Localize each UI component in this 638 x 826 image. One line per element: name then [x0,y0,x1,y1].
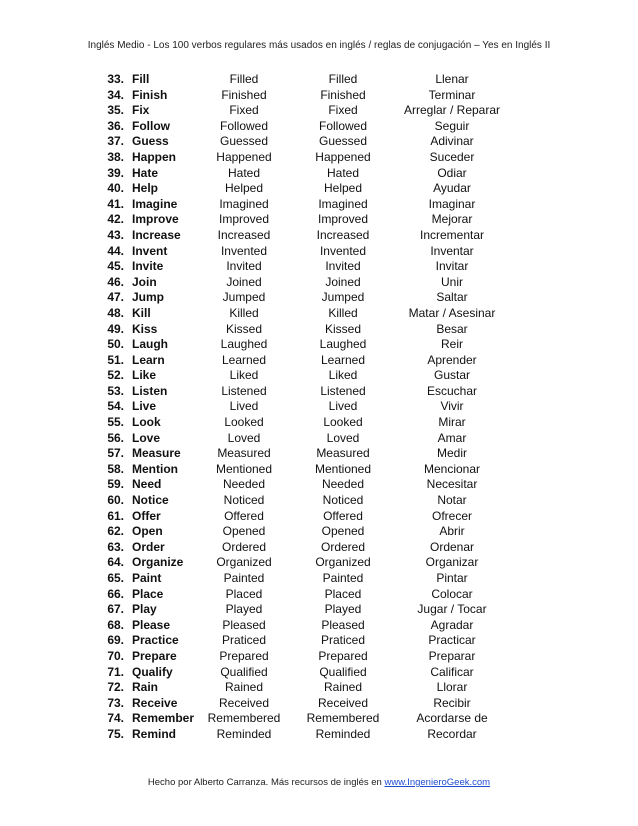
verb-row [0,259,638,275]
verb-number: 73. [107,695,124,710]
verb-number: 69. [107,633,124,648]
verb-number: 55. [107,415,124,430]
verb-past-simple: Finished [221,87,267,102]
verb-past-participle: Prepared [318,648,368,663]
verb-past-participle: Noticed [322,493,364,508]
verb-base-form: Learn [132,352,165,367]
verb-past-participle: Followed [318,118,368,133]
verb-past-simple: Improved [218,212,270,227]
verb-number: 71. [107,664,124,679]
verb-row [0,337,638,353]
verb-row [0,493,638,509]
verb-base-form: Guess [132,134,169,149]
verb-row [0,618,638,634]
verb-past-simple: Received [218,695,270,710]
verb-base-form: Please [132,617,171,632]
verb-spanish-translation: Practicar [428,633,476,648]
verb-base-form: Place [132,586,164,601]
verb-number: 48. [107,305,124,320]
verb-number: 37. [107,134,124,149]
verb-spanish-translation: Aprender [427,352,477,367]
verb-row [0,181,638,197]
verb-row [0,665,638,681]
verb-past-simple: Joined [226,274,262,289]
verb-past-participle: Joined [325,274,361,289]
verb-base-form: Practice [132,633,179,648]
verb-past-participle: Remembered [306,711,380,726]
verb-spanish-translation: Llorar [436,680,468,695]
verb-past-participle: Filled [328,72,358,86]
verb-past-simple: Lived [229,399,259,414]
verb-past-participle: Learned [320,352,366,367]
verb-past-simple: Offered [224,508,264,523]
verb-past-simple: Measured [217,446,271,461]
verb-past-participle: Pleased [321,617,365,632]
verb-spanish-translation: Seguir [434,118,470,133]
verb-number: 46. [107,274,124,289]
verb-spanish-translation: Inventar [430,243,474,258]
verb-past-simple: Opened [222,524,266,539]
verb-past-simple: Increased [217,227,271,242]
verb-spanish-translation: Adivinar [430,134,474,149]
verb-base-form: Help [132,181,159,196]
verb-spanish-translation: Arreglar / Reparar [403,103,501,118]
verb-past-simple: Remembered [207,711,281,726]
verb-spanish-translation: Acordarse de [416,711,488,726]
verb-number: 57. [107,446,124,461]
verb-spanish-translation: Organizar [425,555,479,570]
verb-past-participle: Ordered [320,539,366,554]
verb-past-simple: Noticed [223,493,265,508]
verb-number: 65. [107,571,124,585]
verb-spanish-translation: Invitar [435,259,469,274]
verb-base-form: Jump [132,290,165,305]
verb-base-form: Live [132,399,157,414]
verb-row [0,509,638,525]
verb-past-simple: Prepared [219,648,269,663]
verb-table [0,72,638,743]
verb-number: 60. [107,493,124,508]
verb-row [0,134,638,150]
verb-number: 67. [107,602,124,617]
verb-row [0,680,638,696]
verb-row [0,353,638,369]
verb-past-simple: Listened [221,383,267,398]
verb-base-form: Imagine [132,196,178,211]
verb-past-simple: Learned [221,352,267,367]
verb-spanish-translation: Agradar [430,617,474,632]
verb-past-participle: Opened [321,524,365,539]
verb-base-form: Fix [132,103,150,118]
verb-number: 56. [107,430,124,445]
verb-spanish-translation: Recordar [427,726,477,741]
verb-base-form: Prepare [132,648,177,663]
verb-spanish-translation: Terminar [428,87,476,102]
verb-number: 53. [107,383,124,398]
verb-spanish-translation: Medir [436,446,467,461]
verb-spanish-translation: Recibir [433,695,471,710]
verb-row [0,524,638,540]
verb-past-participle: Imagined [318,196,368,211]
verb-past-participle: Helped [323,181,363,196]
verb-row [0,602,638,618]
verb-spanish-translation: Llenar [435,72,469,86]
verb-base-form: Increase [132,227,181,242]
verb-past-simple: Killed [229,305,259,320]
verb-base-form: Offer [132,508,161,523]
verb-spanish-translation: Necesitar [426,477,478,492]
verb-row [0,103,638,119]
verb-number: 68. [107,617,124,632]
header-title: Inglés Medio - Los 100 verbos regulares más usados en inglés / reglas de conjugación – Yes en Inglés II [87,40,551,51]
verb-past-participle: Liked [328,368,358,383]
verb-row [0,431,638,447]
verb-row [0,696,638,712]
verb-number: 75. [107,726,124,741]
verb-number: 74. [107,711,124,726]
verb-spanish-translation: Gustar [433,368,470,383]
verb-past-simple: Placed [225,586,263,601]
verb-base-form: Look [132,415,161,430]
verb-number: 41. [107,196,124,211]
verb-number: 63. [107,539,124,554]
verb-number: 62. [107,524,124,539]
verb-spanish-translation: Mencionar [423,461,481,476]
verb-past-simple: Filled [229,72,259,86]
verb-base-form: Paint [132,571,162,585]
verb-past-participle: Lived [328,399,358,414]
verb-number: 70. [107,648,124,663]
verb-number: 44. [107,243,124,258]
verb-spanish-translation: Ordenar [429,539,475,554]
verb-past-simple: Hated [227,165,261,180]
page-footer [0,777,638,788]
verb-number: 49. [107,321,124,336]
verb-number: 54. [107,399,124,414]
verb-row [0,244,638,260]
verb-past-simple: Invited [226,259,262,274]
verb-spanish-translation: Saltar [436,290,468,305]
verb-past-participle: Played [324,602,362,617]
verb-past-participle: Increased [316,227,370,242]
verb-row [0,571,638,587]
verb-row [0,555,638,571]
verb-past-participle: Reminded [315,726,371,741]
verb-past-participle: Invited [325,259,361,274]
verb-spanish-translation: Pintar [436,571,468,585]
verb-row [0,384,638,400]
verb-number: 40. [107,181,124,196]
verb-number: 50. [107,337,124,352]
verb-past-participle: Laughed [319,337,367,352]
verb-base-form: Love [132,430,161,445]
verb-row [0,72,638,88]
verb-spanish-translation: Colocar [431,586,473,601]
verb-number: 43. [107,227,124,242]
verb-number: 36. [107,118,124,133]
verb-row [0,446,638,462]
verb-number: 61. [107,508,124,523]
verb-base-form: Happen [132,149,177,164]
verb-row [0,228,638,244]
verb-base-form: Notice [132,493,169,508]
verb-spanish-translation: Preparar [428,648,476,663]
verb-base-form: Remind [132,726,177,741]
verb-past-participle: Jumped [321,290,365,305]
verb-row [0,119,638,135]
verb-number: 51. [107,352,124,367]
verb-spanish-translation: Matar / Asesinar [408,305,496,320]
verb-number: 52. [107,368,124,383]
verb-past-simple: Guessed [219,134,269,149]
verb-past-simple: Mentioned [215,461,273,476]
verb-base-form: Rain [132,680,159,695]
verb-base-form: Play [132,602,157,617]
verb-past-participle: Mentioned [314,461,372,476]
verb-base-form: Open [132,524,163,539]
verb-past-simple: Rained [224,680,264,695]
verb-row [0,290,638,306]
verb-past-simple: Needed [222,477,266,492]
verb-base-form: Invent [132,243,168,258]
verb-spanish-translation: Vivir [440,399,464,414]
verb-past-participle: Looked [323,415,363,430]
verb-row [0,649,638,665]
verb-base-form: Laugh [132,337,168,352]
verb-past-simple: Reminded [216,726,272,741]
verb-past-simple: Qualified [220,664,268,679]
verb-spanish-translation: Incrementar [419,227,485,242]
verb-number: 42. [107,212,124,227]
verb-base-form: Invite [132,259,164,274]
verb-spanish-translation: Ofrecer [431,508,472,523]
verb-spanish-translation: Ayudar [433,181,471,196]
verb-spanish-translation: Mejorar [431,212,473,227]
verb-past-participle: Rained [323,680,363,695]
verb-base-form: Like [132,368,157,383]
verb-number: 59. [107,477,124,492]
verb-spanish-translation: Reir [440,337,463,352]
verb-spanish-translation: Besar [436,321,468,336]
verb-past-participle: Kissed [324,321,362,336]
verb-row [0,275,638,291]
verb-base-form: Need [132,477,162,492]
verb-number: 35. [107,103,124,118]
verb-spanish-translation: Odiar [437,165,467,180]
verb-base-form: Remember [132,711,195,726]
verb-number: 39. [107,165,124,180]
verb-past-simple: Fixed [229,103,259,118]
verb-past-simple: Imagined [219,196,269,211]
verb-base-form: Kill [132,305,151,320]
verb-past-participle: Loved [326,430,360,445]
verb-past-participle: Praticed [320,633,366,648]
verb-base-form: Qualify [132,664,173,679]
verb-base-form: Follow [132,118,170,133]
page-header [0,40,638,51]
verb-past-simple: Played [225,602,263,617]
verb-number: 45. [107,259,124,274]
verb-row [0,587,638,603]
verb-base-form: Fill [132,72,150,86]
verb-past-participle: Happened [315,149,371,164]
verb-past-simple: Jumped [222,290,266,305]
verb-row [0,166,638,182]
verb-number: 66. [107,586,124,601]
verb-past-participle: Received [317,695,369,710]
verb-spanish-translation: Jugar / Tocar [417,602,487,617]
verb-past-simple: Praticed [221,633,267,648]
verb-spanish-translation: Unir [440,274,463,289]
verb-row [0,462,638,478]
verb-row [0,322,638,338]
verb-past-participle: Offered [323,508,363,523]
verb-past-simple: Happened [216,149,272,164]
verb-past-participle: Guessed [318,134,368,149]
verb-row [0,197,638,213]
verb-spanish-translation: Abrir [439,524,465,539]
verb-past-participle: Qualified [319,664,367,679]
verb-past-simple: Pleased [222,617,266,632]
verb-spanish-translation: Escuchar [426,383,478,398]
verb-past-simple: Followed [219,118,269,133]
verb-past-participle: Needed [321,477,365,492]
verb-past-simple: Kissed [225,321,263,336]
verb-row [0,88,638,104]
verb-base-form: Improve [132,212,179,227]
verb-base-form: Measure [132,446,181,461]
verb-base-form: Organize [132,555,184,570]
verb-number: 47. [107,290,124,305]
verb-past-participle: Finished [320,87,366,102]
verb-spanish-translation: Calificar [430,664,474,679]
verb-row [0,212,638,228]
verb-past-participle: Killed [328,305,358,320]
verb-number: 58. [107,461,124,476]
verb-past-simple: Laughed [220,337,268,352]
verb-base-form: Listen [132,383,168,398]
verb-past-participle: Improved [317,212,369,227]
footer-text: Hecho por Alberto Carranza. Más recursos de inglés en [147,777,385,788]
verb-number: 33. [107,72,124,86]
verb-spanish-translation: Imaginar [428,196,476,211]
verb-number: 72. [107,680,124,695]
verb-number: 38. [107,149,124,164]
verb-row [0,633,638,649]
verb-row [0,368,638,384]
verb-past-participle: Listened [320,383,366,398]
verb-row [0,540,638,556]
verb-base-form: Finish [132,87,168,102]
verb-base-form: Order [132,539,165,554]
verb-past-simple: Loved [227,430,261,445]
verb-past-simple: Invented [220,243,268,258]
verb-base-form: Mention [132,461,178,476]
verb-past-simple: Organized [216,555,272,570]
verb-row [0,306,638,322]
verb-spanish-translation: Amar [437,430,467,445]
verb-number: 34. [107,87,124,102]
verb-row [0,415,638,431]
verb-past-simple: Liked [229,368,259,383]
verb-past-participle: Placed [324,586,362,601]
verb-past-simple: Helped [224,181,264,196]
verb-spanish-translation: Mirar [438,415,466,430]
verb-past-participle: Hated [326,165,360,180]
verb-spanish-translation: Notar [437,493,467,508]
verb-base-form: Kiss [132,321,158,336]
verb-past-simple: Looked [224,415,264,430]
verb-past-simple: Painted [223,571,265,585]
verb-past-participle: Measured [316,446,370,461]
verb-base-form: Hate [132,165,159,180]
footer-link[interactable]: www.IngenieroGeek.com [384,777,491,788]
verb-base-form: Join [132,274,157,289]
verb-number: 64. [107,555,124,570]
verb-row [0,399,638,415]
verb-spanish-translation: Suceder [429,149,475,164]
verb-past-simple: Ordered [221,539,267,554]
verb-row [0,727,638,743]
verb-past-participle: Fixed [328,103,358,118]
verb-row [0,477,638,493]
verb-base-form: Receive [132,695,178,710]
verb-past-participle: Painted [322,571,364,585]
verb-past-participle: Organized [315,555,371,570]
verb-row [0,150,638,166]
verb-row [0,711,638,727]
verb-past-participle: Invented [319,243,367,258]
